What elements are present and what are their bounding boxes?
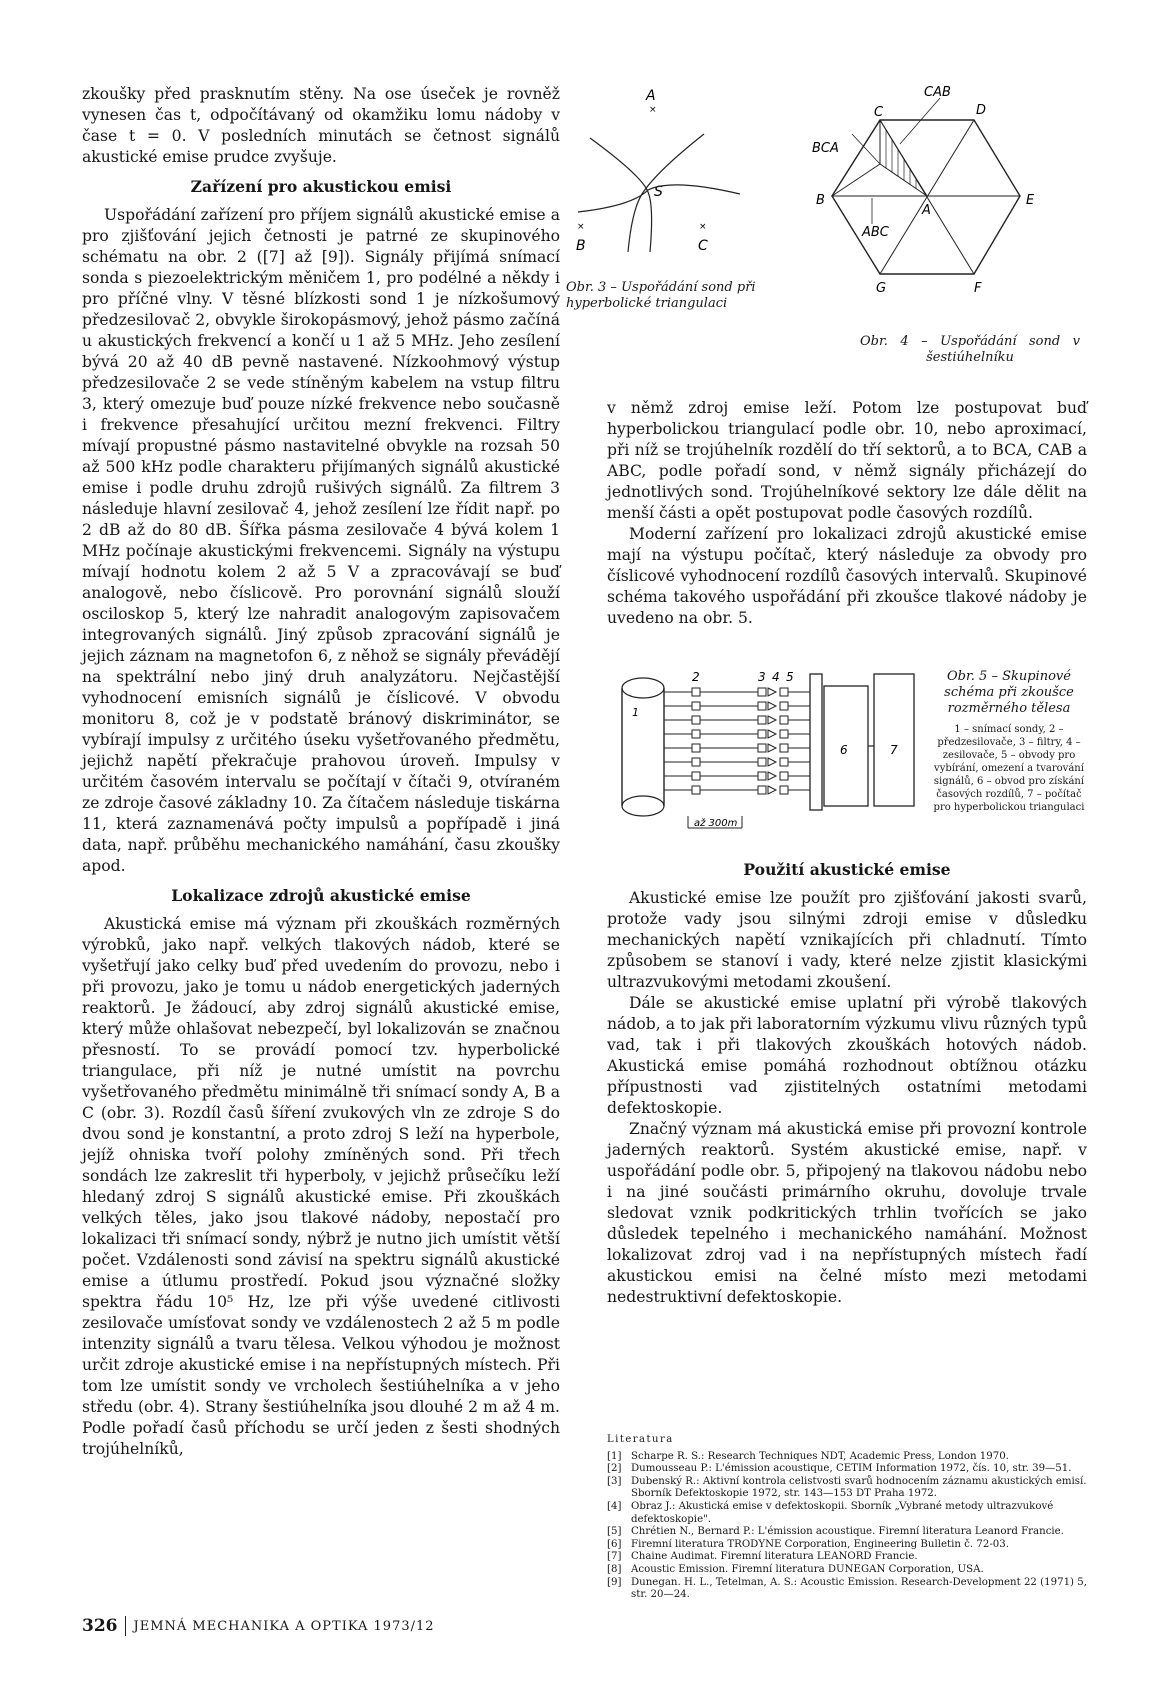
fig4-label-f: F [974, 281, 982, 296]
fig5-label-300m: až 300m [694, 818, 738, 829]
reference-list [607, 1451, 1089, 1602]
fig3-label-c: C [698, 238, 708, 254]
fig3-label-s: S [654, 184, 663, 200]
filter-box [758, 716, 766, 724]
probe-mark: × [649, 105, 657, 115]
section-heading: Použití akustické emise [743, 860, 951, 879]
reference-number: [6] [607, 1538, 622, 1550]
filter-box [758, 772, 766, 780]
preamplifier-box [692, 772, 700, 780]
amplifier-triangle [768, 758, 776, 766]
fig4-label-b: B [816, 193, 825, 208]
reference-text: Firemní literatura TRODYNE Corporation, Engineering Bulletin č. 72-03. [631, 1538, 1009, 1550]
paragraph: Dále se akustické emise uplatní při výrobě tlakových nádob, a to jak při laboratorním výzkumu vlivu různých typů vad, tak i při tlakových zkouškách hotových nádob. Akustická emise pomáhá rozhodnout obtížnou otázku přípustnosti vad zjistitelných ostatními metodami defektoskopie. [607, 994, 1087, 1117]
reference-number: [8] [607, 1563, 622, 1575]
reference-number: [9] [607, 1576, 622, 1588]
fig4-label-e: E [1026, 193, 1035, 208]
vessel-bottom [622, 796, 664, 816]
selector-box [780, 786, 788, 794]
preamplifier-box [692, 730, 700, 738]
reference-text: Acoustic Emission. Firemní literatura DUNEGAN Corporation, USA. [631, 1563, 984, 1575]
amplifier-triangle [768, 716, 776, 724]
fig5-label-7: 7 [890, 743, 898, 757]
references [607, 1434, 1089, 1602]
reference-item [607, 1451, 1089, 1464]
preamplifier-box [692, 758, 700, 766]
reference-item [607, 1551, 1089, 1564]
footer-divider [125, 1616, 126, 1636]
preamplifier-box [692, 786, 700, 794]
paragraph: v němž zdroj emise leží. Potom lze postupovat buď hyperbolickou triangulací podle obr. 10, nebo aproximací, při níž se trojúhelník rozdělí do tří sektorů, a to BCA, CAB a ABC, podle pořadí sond, v němž signály přicházejí do jednotlivých sond. Trojúhelníkové sektory lze dále dělit na menší části a opět postupovat podle časových rozdílů. [607, 399, 1087, 522]
fig5-label-6: 6 [840, 743, 848, 757]
reference-number: [4] [607, 1500, 622, 1512]
reference-number: [2] [607, 1463, 622, 1475]
reference-item [607, 1564, 1089, 1577]
signal-channels [664, 688, 810, 794]
preamplifier-box [692, 702, 700, 710]
selector-box [780, 730, 788, 738]
filter-box [758, 688, 766, 696]
amplifier-triangle [768, 702, 776, 710]
fig5-label-4: 4 [772, 670, 780, 684]
probe-mark: × [699, 222, 707, 232]
paragraph: Akustické emise lze použít pro zjišťování jakosti svarů, protože vady jsou silnými zdroji emise v důsledku mechanických napětí vznikajících při chladnutí. Tímto způsobem se stanoví i vady, které nelze zjistit klasickými ultrazvukovými metodami zkoušení. [607, 889, 1087, 991]
block-7 [874, 674, 914, 806]
preamplifier-box [692, 688, 700, 696]
reference-text: Dubenský R.: Aktivní kontrola celistvosti svarů hodnocením záznamu akustických emisí. Sborník Defektoskopie 1972, str. 143—153 DT Praha 1972. [631, 1475, 1087, 1500]
paragraph: Moderní zařízení pro lokalizaci zdrojů akustické emise mají na výstupu počítač, který následuje za obvody pro číslicové vyhodnocení rozdílů časových intervalů. Skupinové schéma takového uspořádání při zkoušce tlakové nádoby je uvedeno na obr. 5. [607, 525, 1087, 627]
filter-box [758, 758, 766, 766]
sector-divider [880, 164, 927, 196]
paragraph: Uspořádání zařízení pro příjem signálů akustické emise a pro zjišťování jejich četnosti je patrné ze skupinového schématu na obr. 2 ([7] až [9]). Signály přijímá snímací sonda s piezoelektrickým měničem 1, pro podélné a někdy i pro příčné vlny. V těsné blízkosti sond 1 je nízkošumový předzesilovač 2, obvykle širokopásmový, jehož pásmo začíná u akustických frekvencí a končí u 1 až 5 MHz. Jeho zesílení bývá 20 až 40 dB pevně nastavené. Nízkoohmový výstup předzesilovače 2 se vede stíněným kabelem na vstup filtru 3, který omezuje buď pouze nízké frekvence nebo současně i frekvence přesahující určitou mezní frekvenci. Filtry mívají propustné pásmo nastavitelné obvykle na rozsah 50 až 500 kHz podle charakteru přijímaných signálů akustické emise i podle druhu zdrojů rušivých signálů. Za filtrem 3 následuje hlavní zesilovač 4, jehož zesílení lze řídit např. po 2 dB až do 80 dB. Šířka pásma zesilovače 4 bývá kolem 1 MHz počínaje akustickými frekvencemi. Signály na výstupu mívají hodnotu kolem 2 až 5 V a zpracovávají se buď analogově, nebo číslicově. Pro porovnání signálů slouží osciloskop 5, který lze nahradit analogovým zapisovačem integrovaných signálů. Jiný způsob zpracování signálů je jejich záznam na magnetofon 6, z něhož se signály převádějí na spektrální nebo jiný druh analyzátoru. Nejčastější vyhodnocení emisních signálů je číslicové. V obvodu monitoru 8, což je v podstatě bránový diskriminátor, se vybírají impulsy z určitého úseku vyšetřovaného předmětu, jejichž napětí překračuje prahovou úroveň. Impulsy v určitém časovém intervalu se počítají v čítači 9, otvíraném ze zdroje časové základny 10. Za čítačem následuje tiskárna 11, která zaznamenává počty impulsů a popřípadě i jiná data, např. průběhu mechanického namáhání, času zkoušky apod. [82, 206, 560, 875]
leader-line [852, 134, 880, 164]
fig3-label-a: A [646, 88, 656, 104]
selector-box [780, 772, 788, 780]
page-number: 326 [82, 1616, 118, 1636]
fig4-label-cab: CAB [924, 85, 951, 100]
fig3-label-b: B [576, 238, 586, 254]
filter-box [758, 730, 766, 738]
figure-4-diagram [812, 84, 1044, 300]
reference-text: Chaine Audimat. Firemní literatura LEANORD Francie. [631, 1551, 918, 1563]
reference-number: [5] [607, 1526, 622, 1538]
figure-5-title: Obr. 5 – Skupinové schéma při zkoušce rozměrného tělesa [944, 669, 1074, 716]
reference-item [607, 1476, 1089, 1501]
preamplifier-box [692, 716, 700, 724]
selector-box [780, 702, 788, 710]
page-footer [82, 1616, 435, 1636]
filter-box [758, 744, 766, 752]
reference-text: Dumousseau P.: L'émission acoustique, CETIM Information 1972, čís. 10, str. 39—51. [631, 1463, 1072, 1475]
section-heading: Zařízení pro akustickou emisi [190, 177, 452, 196]
reference-item [607, 1577, 1089, 1602]
figure-3-caption: Obr. 3 – Uspořádání sond při hyperbolické triangulaci [566, 280, 756, 311]
fig4-label-c: C [874, 105, 884, 120]
paragraph: Akustická emise má význam při zkouškách rozměrných výrobků, jako např. velkých tlakových nádob, které se vyšetřují jako celky buď před uvedením do provozu, nebo i při provozu, jako je tomu u nádob energetických jaderných reaktorů. Je žádoucí, aby zdroj signálů akustické emise, který může ohlašovat nebezpečí, byl lokalizován se značnou přesností. To se provádí pomocí tzv. hyperbolické triangulace, při níž je nutné umístit na povrchu vyšetřovaného předmětu minimálně tři snímací sondy A, B a C (obr. 3). Rozdíl časů šíření zvukových vln ze zdroje S do dvou sond je konstantní, a proto zdroj S leží na hyperbole, jejíž ohniska tvoří polohy zmíněných sond. Při třech sondách lze zakreslit tři hyperboly, v jejichž průsečíku leží hledaný zdroj S signálů akustické emise. Při zkouškách velkých těles, jako jsou tlakové nádoby, nepostačí pro lokalizaci tři snímací sondy, nýbrž je nutno jich umístit větší počet. Vzdálenosti sond závisí na spektru signálů akustické emise a útlumu prostředí. Pokud jsou význačné složky spektra řádu 10⁵ Hz, lze při výše uvedené citlivosti zesilovače umísťovat sondy ve vzdálenostech 2 až 5 m podle intenzity signálů a tvaru tělesa. Velkou výhodou je možnost určit zdroje akustické emise i na nepřístupných místech. Při tom lze umístit sondy ve vrcholech šestiúhelníka a v jeho středu (obr. 4). Strany šestiúhelníka jsou dlouhé 2 m až 4 m. Podle pořadí časů příchodu se určí jeden z šesti shodných trojúhelníků, [82, 915, 560, 1458]
paragraph: Značný význam má akustická emise při provozní kontrole jaderných reaktorů. Systém akustické emise, např. v uspořádání podle obr. 5, připojený na tlakovou nádobu nebo i na jiné součásti primárního okruhu, dovoluje trvale sledovat vznik podkritických trhlin tvořících se jako důsledek tepelného i mechanického namáhání. Možnost lokalizovat zdroj vad i na nepřístupných místech řadí akustickou emisi na čelné místo mezi metodami nedestruktivní defektoskopie. [607, 1120, 1087, 1306]
left-column [82, 84, 560, 1460]
fig5-label-5: 5 [786, 670, 794, 684]
reference-text: Obraz J.: Akustická emise v defektoskopii. Sborník „Vybrané metody ultrazvukové defektoskopie". [631, 1500, 1054, 1525]
hyperbola-curve [628, 134, 704, 252]
probe-mark: × [577, 222, 585, 232]
fig4-label-abc: ABC [862, 225, 889, 240]
reference-item [607, 1526, 1089, 1539]
section-heading: Lokalizace zdrojů akustické emise [171, 886, 471, 905]
fig4-label-g: G [876, 281, 887, 296]
amplifier-triangle [768, 772, 776, 780]
reference-item [607, 1463, 1089, 1476]
reference-text: Chrétien N., Bernard P.: L'émission acoustique. Firemní literatura Leanord Francie. [631, 1526, 1064, 1538]
journal-title: JEMNÁ MECHANIKA A OPTIKA 1973/12 [133, 1618, 435, 1634]
fig5-label-3: 3 [758, 670, 766, 684]
figure-4-caption: Obr. 4 – Uspořádání sond v šestiúhelníku [860, 334, 1080, 365]
amplifier-triangle [768, 688, 776, 696]
vessel-top [622, 678, 664, 698]
figure-5-caption [933, 669, 1085, 814]
fig5-label-1: 1 [632, 706, 639, 719]
amplifier-triangle [768, 730, 776, 738]
fig4-label-a: A [922, 203, 931, 218]
selector-box [780, 744, 788, 752]
right-column [607, 398, 1087, 1308]
hatching [886, 130, 916, 188]
fig4-label-d: D [976, 103, 987, 118]
reference-number: [1] [607, 1450, 622, 1462]
reference-item [607, 1501, 1089, 1526]
reference-text: Dunegan. H. L., Tetelman, A. S.: Acoustic Emission. Research-Development 22 (1971) 5, str. 20—24. [631, 1576, 1087, 1601]
reference-text: Scharpe R. S.: Research Techniques NDT, Academic Press, London 1970. [631, 1450, 1009, 1462]
amplifier-triangle [768, 786, 776, 794]
fig4-label-bca: BCA [812, 141, 839, 156]
selector-box [780, 716, 788, 724]
figure-5-diagram [612, 666, 930, 836]
selector-box [780, 688, 788, 696]
figure-5-legend: 1 – snímací sondy, 2 – předzesilovače, 3 – filtry, 4 – zesilovače, 5 – obvody pro vybírání, omezení a tvarování signálů, 6 – obvod pro získání časových rozdílů, 7 – počítač pro hyperbolickou triangulaci [933, 724, 1085, 813]
figure-3-diagram [572, 86, 752, 266]
selector-box [780, 758, 788, 766]
sector-divider [832, 164, 880, 196]
references-heading: Literatura [607, 1434, 674, 1445]
reference-number: [7] [607, 1551, 622, 1563]
filter-box [758, 702, 766, 710]
fig5-label-2: 2 [692, 670, 700, 684]
preamplifier-box [692, 744, 700, 752]
reference-number: [3] [607, 1475, 622, 1487]
filter-box [758, 786, 766, 794]
amplifier-triangle [768, 744, 776, 752]
reference-item [607, 1539, 1089, 1552]
paragraph: zkoušky před prasknutím stěny. Na ose úseček je rovněž vynesen čas t, odpočítávaný od okamžiku lomu nádoby v čase t = 0. V posledních minutách se četnost signálů akustické emise prudce zvyšuje. [82, 85, 560, 166]
leader-line [900, 98, 940, 144]
block-6-outline [810, 674, 822, 810]
